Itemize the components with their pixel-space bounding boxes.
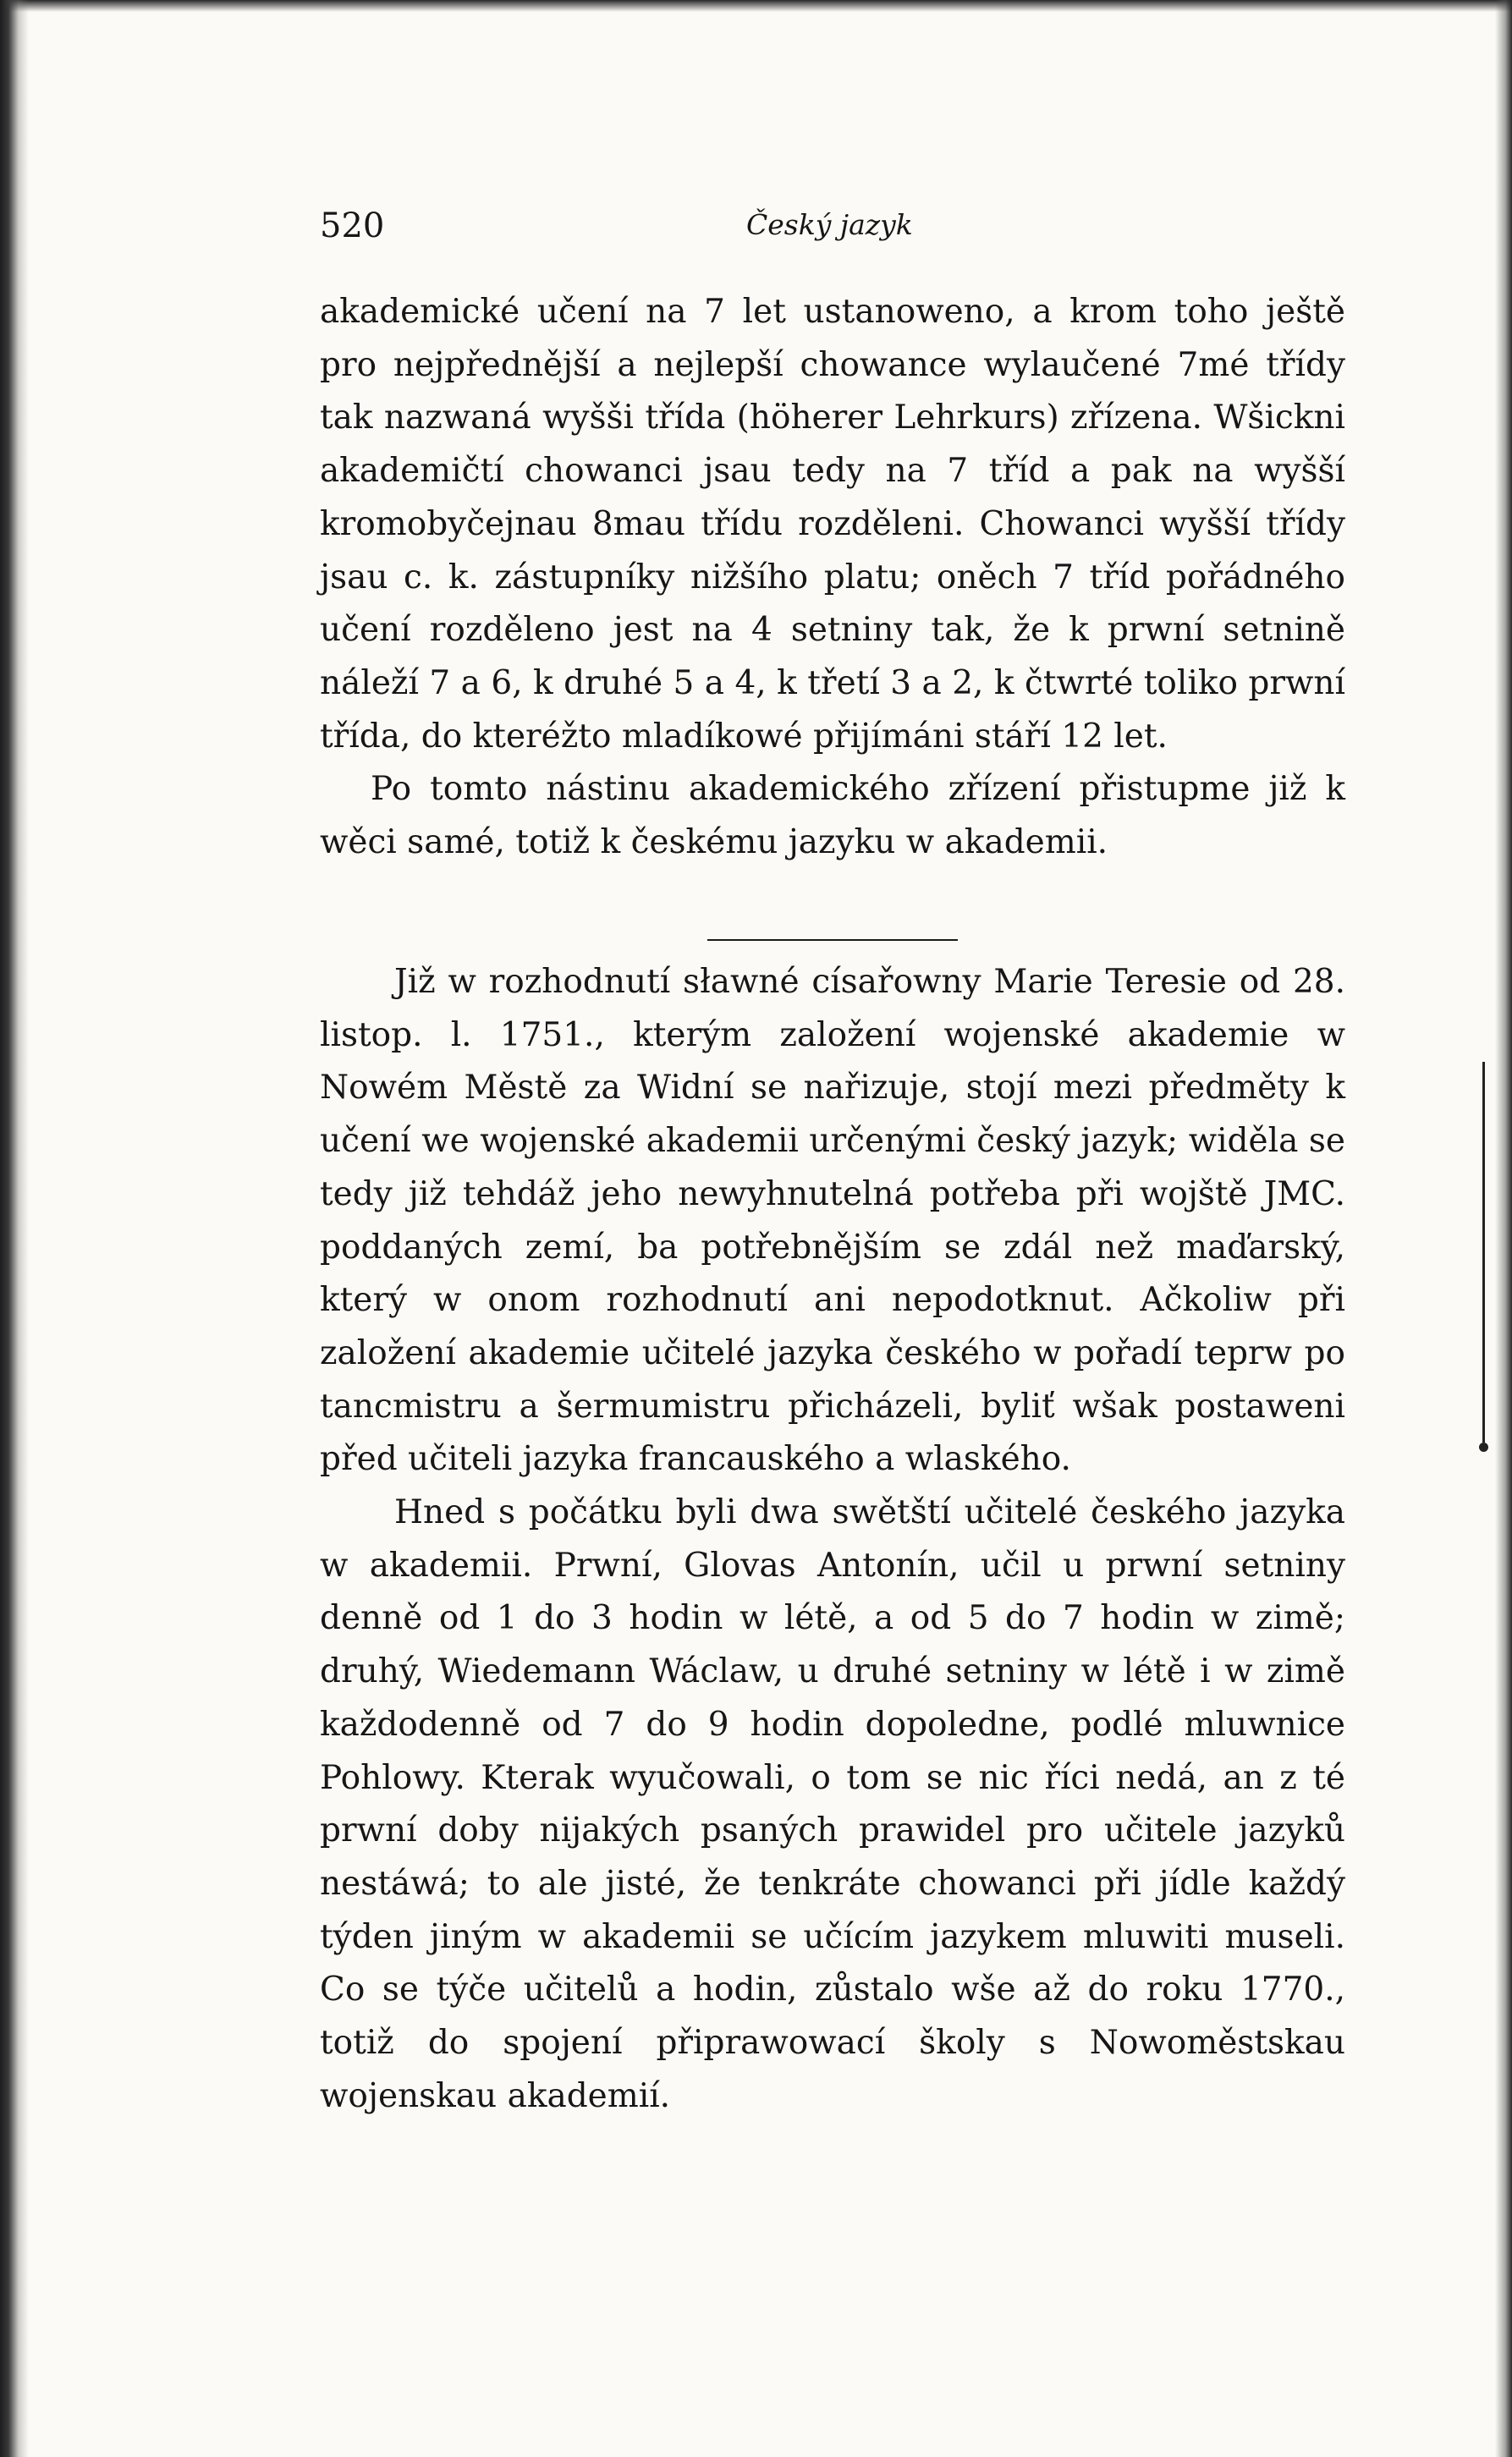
paragraph: Již w rozhodnutí sławné císařowny Marie Teresie od 28. listop. l. 1751., kterým založení wojenské akademie w Nowém Městě za Widní se nařizuje, stojí mezi předměty k učení we wojenské akademii určenými český jazyk; widěla se tedy již tehdáž jeho newyhnutelná potřeba při wojště JMC. poddaných zemí, ba potřebnějším se zdál než maďarský, který w onom rozhodnutí ani nepodotknut. Ačkoliw při založení akademie učitelé jazyka českého w pořadí teprw po tancmistru a šermumistru přicházeli, byliť wšak postaweni před učiteli jazyka francauského a wlaského. <box>320 963 1345 1479</box>
paragraph: akademické učení na 7 let ustanoweno, a krom toho ještě pro nejpřednější a nejlepší chowance wylaučené 7mé třídy tak nazwaná wyšši třída (höherer Lehrkurs) zřízena. Wšickni akademičtí chowanci jsau tedy na 7 tříd a pak na wyšší kromobyčejnau 8mau třídu rozděleni. Chowanci wyšší třídy jsau c. k. zástupníky nižšího platu; oněch 7 tříd pořádného učení rozděleno jest na 4 setniny tak, že k prwní setnině náleží 7 a 6, k druhé 5 a 4, k třetí 3 a 2, k čtwrté toliko prwní třída, do kteréžto mladíkowé přijímáni stáří 12 let. <box>320 293 1345 756</box>
paragraph: Po tomto nástinu akademického zřízení přistupme již k wěci samé, totiž k českému jazyku w akademii. <box>320 770 1345 862</box>
margin-mark <box>1482 1062 1485 1443</box>
text-section-2 <box>320 956 1345 2123</box>
scan-edge-right <box>1495 0 1512 2457</box>
scan-edge-top <box>0 0 1512 12</box>
scan-edge-left <box>0 0 29 2457</box>
section-divider <box>707 939 958 941</box>
running-title: Český jazyk <box>746 208 913 241</box>
page-number: 520 <box>320 206 385 245</box>
margin-mark-dot <box>1479 1443 1488 1452</box>
paragraph: Hned s počátku byli dwa swětští učitelé českého jazyka w akademii. Prwní, Glovas Antonín, učil u prwní setniny denně od 1 do 3 hodin w létě, a od 5 do 7 hodin w zimě; druhý, Wiedemann Wáclaw, u druhé setniny w létě i w zimě každodenně od 7 do 9 hodin dopoledne, podlé mluwnice Pohlowy. Kterak wyučowali, o tom se nic říci nedá, an z té prwní doby nijakých psaných prawidel pro učitele jazyků nestáwá; to ale jisté, že tenkráte chowanci při jídle každý týden jiným w akademii se učícím jazykem mluwiti museli. Co se týče učitelů a hodin, zůstalo wše až do roku 1770., totiž do spojení připrawowací školy s Nowoměstskau wojenskau akademií. <box>320 1493 1345 2115</box>
text-section-1 <box>320 286 1345 870</box>
page-header <box>320 206 1344 257</box>
